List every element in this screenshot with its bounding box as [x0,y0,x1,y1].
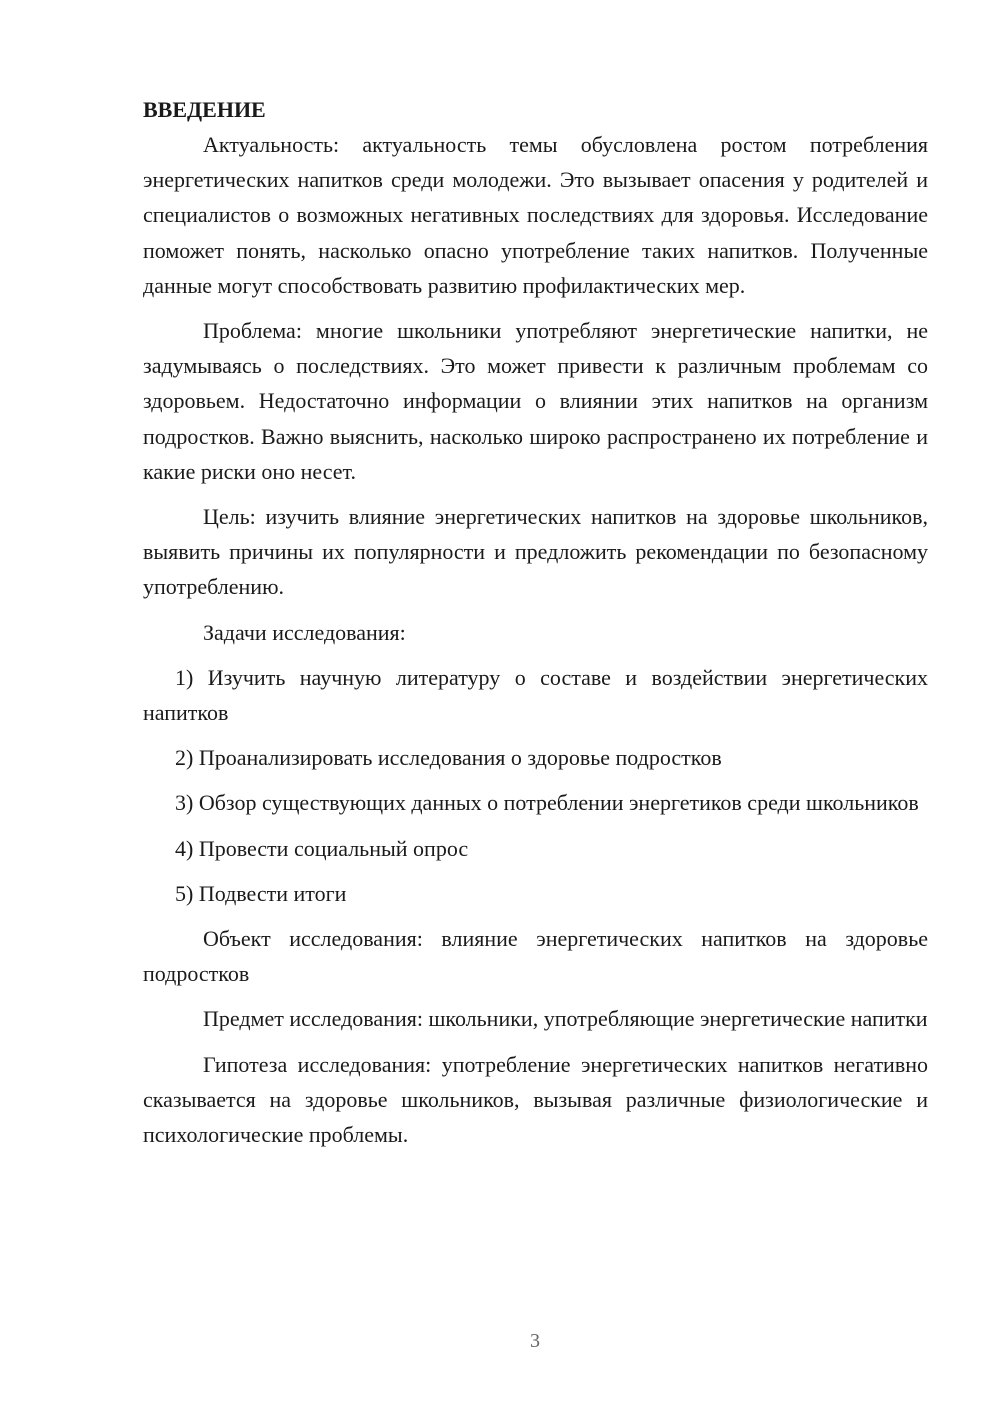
hypothesis-paragraph: Гипотеза исследования: употребление энергетических напитков негативно сказывается на здоровье школьников, вызывая различные физиологические и психологические проблемы. [143,1051,928,1148]
tasks-heading: Задачи исследования: [203,619,406,645]
goal-paragraph: Цель: изучить влияние энергетических напитков на здоровье школьников, выявить причины их популярности и предложить рекомендации по безопасному употреблению. [143,504,928,600]
task-item-3: 3) Обзор существующих данных о потреблении энергетиков среди школьников [175,790,919,816]
relevance-paragraph: Актуальность: актуальность темы обусловлена ростом потребления энергетических напитков среди молодежи. Это вызывает опасения у родителей и специалистов о возможных негативных последствиях для здоровья. Исследование поможет понять, насколько опасно употребление таких напитков. Полученные данные могут способствовать развитию профилактических мер. [143,132,928,298]
task-item-1: 1) Изучить научную литературу о составе и воздействии энергетических напитков [143,664,928,726]
page-number: 3 [530,1330,540,1352]
document-title: ВВЕДЕНИЕ [143,97,266,122]
problem-paragraph: Проблема: многие школьники употребляют энергетические напитки, не задумываясь о последствиях. Это может привести к различным проблемам со здоровьем. Недостаточно информации о влиянии этих напитков на организм подростков. Важно выяснить, насколько широко распространено их потребление и какие риски оно несет. [143,318,928,484]
subject-paragraph: Предмет исследования: школьники, употребляющие энергетические напитки [203,1006,928,1032]
task-item-4: 4) Провести социальный опрос [175,835,469,861]
task-item-2: 2) Проанализировать исследования о здоровье подростков [175,745,722,771]
task-item-5: 5) Подвести итоги [175,880,347,906]
object-paragraph: Объект исследования: влияние энергетических напитков на здоровье подростков [143,926,928,987]
document-page [143,92,928,1152]
